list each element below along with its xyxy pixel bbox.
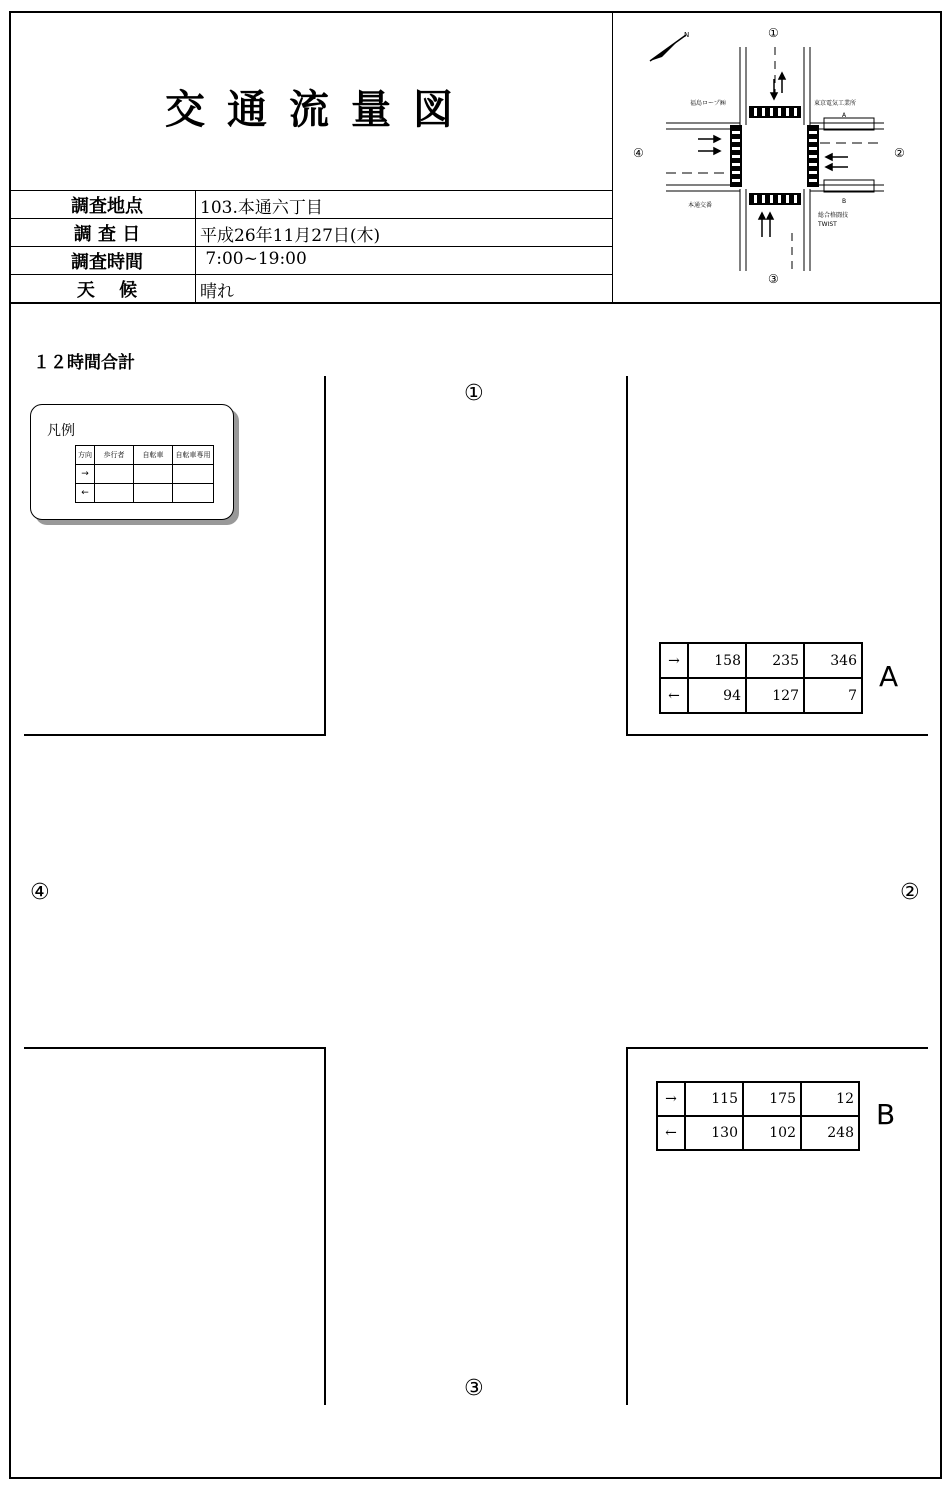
road-edge-se [626, 1047, 628, 1405]
weather-label: 天 候 [76, 280, 138, 301]
direction-cell: ← [657, 1116, 685, 1150]
direction-label-east: ② [900, 880, 920, 905]
table-row [657, 1116, 859, 1150]
value-cell: 7 [804, 678, 862, 713]
road-edge-ne [626, 376, 628, 734]
map-label-nw: 福島ロープ㈱ [690, 100, 726, 107]
value-cell: 127 [746, 678, 804, 713]
intersection-map [614, 13, 940, 301]
road-edge-ne [626, 734, 928, 736]
header-bottom-border [9, 302, 942, 304]
map-label-ne: 東京電気工業所 [814, 100, 857, 107]
direction-cell: → [657, 1082, 685, 1116]
survey-date-label: 調 査 日 [73, 224, 141, 245]
section-heading: １２時間合計 [33, 353, 135, 373]
legend-title: 凡例 [47, 423, 75, 439]
value-cell: 235 [746, 643, 804, 678]
info-row-line [9, 218, 612, 219]
survey-time-value: 7:00~19:00 [200, 249, 307, 269]
map-label-se2: TWIST [818, 221, 837, 228]
legend-header: 歩行者 [95, 446, 134, 465]
header-divider [612, 11, 613, 302]
count-table-b [656, 1081, 860, 1151]
value-cell: 248 [801, 1116, 859, 1150]
road-edge-nw [324, 376, 326, 734]
road-edge-sw [324, 1047, 326, 1405]
legend-dir: → [76, 465, 95, 484]
svg-text:N: N [684, 31, 690, 39]
map-circle-w: ④ [633, 146, 644, 160]
map-label-se1: 総合格闘技 [818, 212, 849, 219]
info-col-line [195, 190, 196, 302]
north-arrow-icon [650, 31, 689, 61]
road-edge-sw [24, 1047, 326, 1049]
table-row [657, 1082, 859, 1116]
map-circle-n: ① [768, 26, 779, 40]
page-title: 交通流量図 [165, 87, 475, 133]
direction-cell: → [660, 643, 688, 678]
direction-cell: ← [660, 678, 688, 713]
value-cell: 346 [804, 643, 862, 678]
legend [30, 404, 234, 520]
survey-time-label: 調査時間 [71, 252, 143, 273]
legend-header: 方向 [76, 446, 95, 465]
map-label-a: A [842, 112, 847, 119]
survey-location-label: 調査地点 [71, 196, 143, 217]
map-label-b: B [842, 198, 847, 205]
value-cell: 12 [801, 1082, 859, 1116]
legend-header: 自転車 [134, 446, 173, 465]
survey-location-value: 103.本通六丁目 [200, 198, 323, 218]
map-circle-e: ② [894, 146, 905, 160]
road-edge-se [626, 1047, 928, 1049]
value-cell: 115 [685, 1082, 743, 1116]
survey-date-value: 平成26年11月27日(木) [200, 226, 381, 246]
direction-label-south: ③ [464, 1376, 484, 1401]
table-b-label: B [876, 1098, 896, 1131]
value-cell: 130 [685, 1116, 743, 1150]
info-row-line [9, 246, 612, 247]
weather-value: 晴れ [200, 282, 234, 302]
info-row-line [9, 190, 612, 191]
direction-label-west: ④ [30, 880, 50, 905]
direction-label-north: ① [464, 381, 484, 406]
table-row [660, 643, 862, 678]
value-cell: 94 [688, 678, 746, 713]
legend-table [75, 445, 214, 503]
table-row [660, 678, 862, 713]
value-cell: 175 [743, 1082, 801, 1116]
table-a-label: A [879, 660, 899, 693]
legend-dir: ← [76, 484, 95, 503]
value-cell: 102 [743, 1116, 801, 1150]
value-cell: 158 [688, 643, 746, 678]
count-table-a [659, 642, 863, 714]
info-row-line [9, 274, 612, 275]
map-circle-s: ③ [768, 272, 779, 286]
road-edge-nw [24, 734, 326, 736]
legend-header: 自転車専用 [173, 446, 214, 465]
map-label-sw: 本通交番 [688, 202, 713, 209]
